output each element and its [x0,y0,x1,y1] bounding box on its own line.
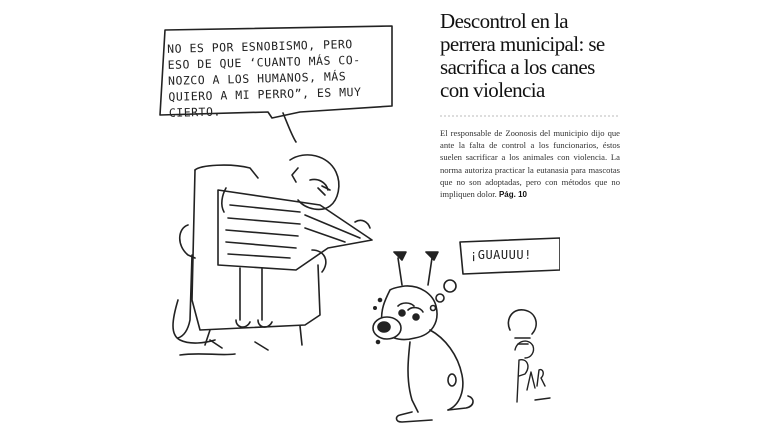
news-clipping [440,10,620,201]
headline-divider [440,106,620,122]
article-headline: Descontrol en la perrera municipal: se sacrifica a los canes con violencia [440,9,605,102]
article-body [440,127,620,201]
page-reference: Pág. 10 [498,190,527,200]
dog-thought-text: ¡GUAUUU! [470,248,532,262]
artist-signature [505,330,555,410]
speech-bubble-text: NO ES POR ESNOBISMO, PERO ESO DE QUE ‘CUANTO MÁS CO- NOZCO A LOS HUMANOS, MÁS QUIERO A MI PERRO”, ES MUY CIERTO. [167,37,362,120]
article-body-text: El responsable de Zoonosis del municipio dijo que ante la falta de control a los funcionarios, éstos suelen sacrificar a los animales con violencia. La norma autoriza practicar la eutanasia para mascotas que no son adoptadas, pero con métodos que no impliquen dolor. [440,128,620,200]
